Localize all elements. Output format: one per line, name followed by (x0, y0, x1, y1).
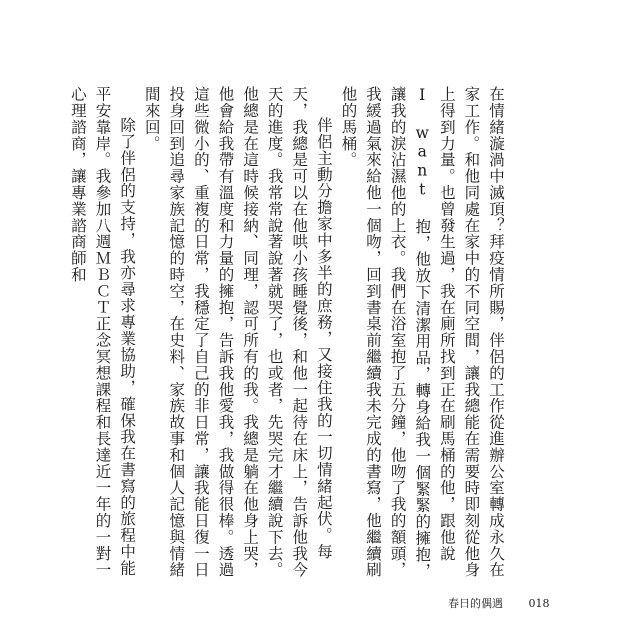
chapter-title: 春日的偶遇 (448, 597, 503, 610)
paragraph-2: 伴侶主動分擔家中多半的庶務，又接住我的一切情緒起伏。每天，我總是可以在他哄小孩睡覺後，和他一起待在床上，告訴他我今天的進度。我常常說著說著就哭了，也或者，先哭完才繼續說下去。他總是在這時候接納、同理，認可所有的我。我總是躺在他身上哭，他會給我帶有溫度和力量的擁抱，告訴我他愛我，我做得很棒。透過這些微小的、重複的日常，我穩定了自己的非日常，讓我能日復一日投身回到追尋家族記憶的時空，在史料、家族故事和個人記憶與情緒間來回。 (142, 86, 333, 578)
page-number: 018 (528, 597, 550, 610)
body-text (65, 86, 508, 586)
paragraph-1: 在情緒漩渦中滅頂？拜疫情所賜，伴侶的工作從進辦公室轉成永久在家工作。和他同處在家中的不同空間，讓我總能在需要時即刻從他身上得到力量。也曾發生過，我在廁所找到正在刷馬桶的他，跟他說 I want 抱，他放下清潔用品，轉身給我一個緊緊的擁抱，讓我的淚沾濕他的上衣。我們在浴室抱了五分鐘，他吻了我的額頭，我緩過氣來給他一個吻，回到書桌前繼續我未完成的書寫，他繼續刷他的馬桶。 (339, 86, 505, 580)
paragraph-3: 除了伴侶的支持，我亦尋求專業協助，確保我在書寫的旅程中能平安靠岸。我參加八週ＭＢＣＴ正念冥想課程和長達近一年的一對一心理諮商，讓專業諮商師和 (68, 86, 137, 578)
page-footer (448, 595, 550, 611)
